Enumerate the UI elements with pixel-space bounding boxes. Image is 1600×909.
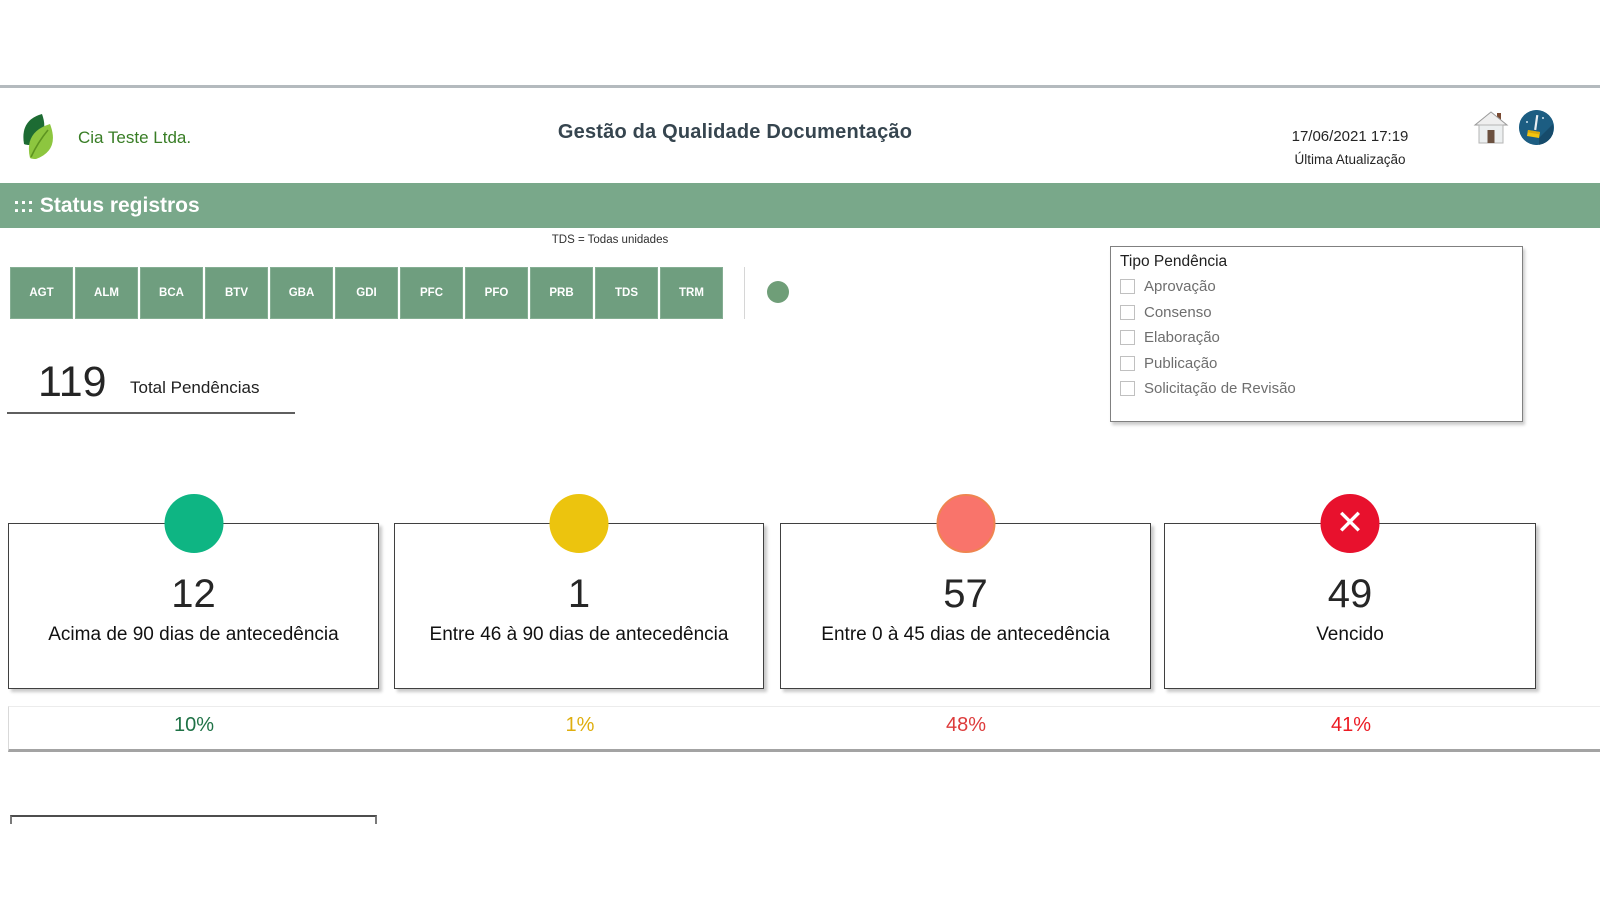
checkbox-icon[interactable]: [1120, 381, 1135, 396]
section-banner-status-registros: ::: Status registros: [0, 183, 1600, 228]
unit-filter-buttons: [10, 267, 723, 319]
card-value: 57: [943, 572, 988, 616]
unit-button-tds[interactable]: TDS: [595, 267, 658, 319]
last-update-label: Última Atualização: [1294, 152, 1406, 167]
card-entre-0-45-dias[interactable]: [780, 523, 1151, 689]
status-circle-x-icon: [1321, 494, 1380, 553]
partial-card-below-fold: [10, 815, 377, 824]
unit-button-prb[interactable]: PRB: [530, 267, 593, 319]
unit-buttons-edge-line: [744, 267, 745, 319]
filter-option-publicacao[interactable]: Publicação: [1120, 351, 1522, 377]
card-label: Entre 46 à 90 dias de antecedência: [429, 624, 729, 645]
percent-acima-90: 10%: [173, 714, 215, 736]
unit-button-bca[interactable]: BCA: [140, 267, 203, 319]
percent-entre-46-90: 1%: [565, 714, 595, 736]
status-circle-salmon-icon: [936, 494, 995, 553]
card-label: Vencido: [1316, 624, 1384, 645]
percent-entre-0-45: 48%: [945, 714, 987, 736]
x-glyph: ✕: [1335, 503, 1365, 542]
unit-button-pfc[interactable]: PFC: [400, 267, 463, 319]
card-value: 12: [171, 572, 216, 616]
total-underline: [7, 412, 295, 414]
card-entre-46-90-dias[interactable]: [394, 523, 764, 689]
card-value: 49: [1327, 572, 1373, 616]
card-value: 1: [567, 572, 591, 616]
filter-option-aprovacao[interactable]: Aprovação: [1120, 274, 1522, 300]
filter-option-solicitacao-revisao[interactable]: Solicitação de Revisão: [1120, 376, 1522, 402]
tipo-pendencia-title: Tipo Pendência: [1120, 253, 1228, 270]
unit-button-trm[interactable]: TRM: [660, 267, 723, 319]
tipo-pendencia-filter: [1110, 246, 1523, 422]
unit-button-agt[interactable]: AGT: [10, 267, 73, 319]
checkbox-icon[interactable]: [1120, 305, 1135, 320]
card-acima-90-dias[interactable]: [8, 523, 379, 689]
unit-button-pfo[interactable]: PFO: [465, 267, 528, 319]
checkbox-icon[interactable]: [1120, 330, 1135, 345]
card-label: Acima de 90 dias de antecedência: [48, 624, 339, 645]
card-vencido[interactable]: [1164, 503, 1536, 689]
unit-button-alm[interactable]: ALM: [75, 267, 138, 319]
total-pendencias-value: 119: [38, 358, 107, 406]
status-circle-green-icon: [164, 494, 223, 553]
last-update-block: [1280, 128, 1420, 167]
unit-button-gba[interactable]: GBA: [270, 267, 333, 319]
unit-button-btv[interactable]: BTV: [205, 267, 268, 319]
tds-note: TDS = Todas unidades: [551, 234, 669, 246]
page-title: Gestão da Qualidade Documentação: [557, 121, 913, 143]
carousel-dot-indicator[interactable]: [767, 281, 789, 303]
top-divider-strip: [0, 0, 1600, 88]
filter-option-elaboracao[interactable]: Elaboração: [1120, 325, 1522, 351]
percent-vencido: 41%: [1330, 714, 1372, 736]
last-update-time: 17/06/2021 17:19: [1291, 128, 1409, 145]
checkbox-icon[interactable]: [1120, 356, 1135, 371]
clear-filters-icon[interactable]: [1519, 110, 1554, 145]
status-circle-yellow-icon: [550, 494, 609, 553]
card-label: Entre 0 à 45 dias de antecedência: [821, 624, 1110, 645]
total-pendencias-label: Total Pendências: [130, 378, 260, 397]
filter-option-consenso[interactable]: Consenso: [1120, 300, 1522, 326]
unit-button-gdi[interactable]: GDI: [335, 267, 398, 319]
checkbox-icon[interactable]: [1120, 279, 1135, 294]
home-icon[interactable]: [1472, 109, 1510, 147]
company-name: Cia Teste Ltda.: [78, 128, 192, 147]
